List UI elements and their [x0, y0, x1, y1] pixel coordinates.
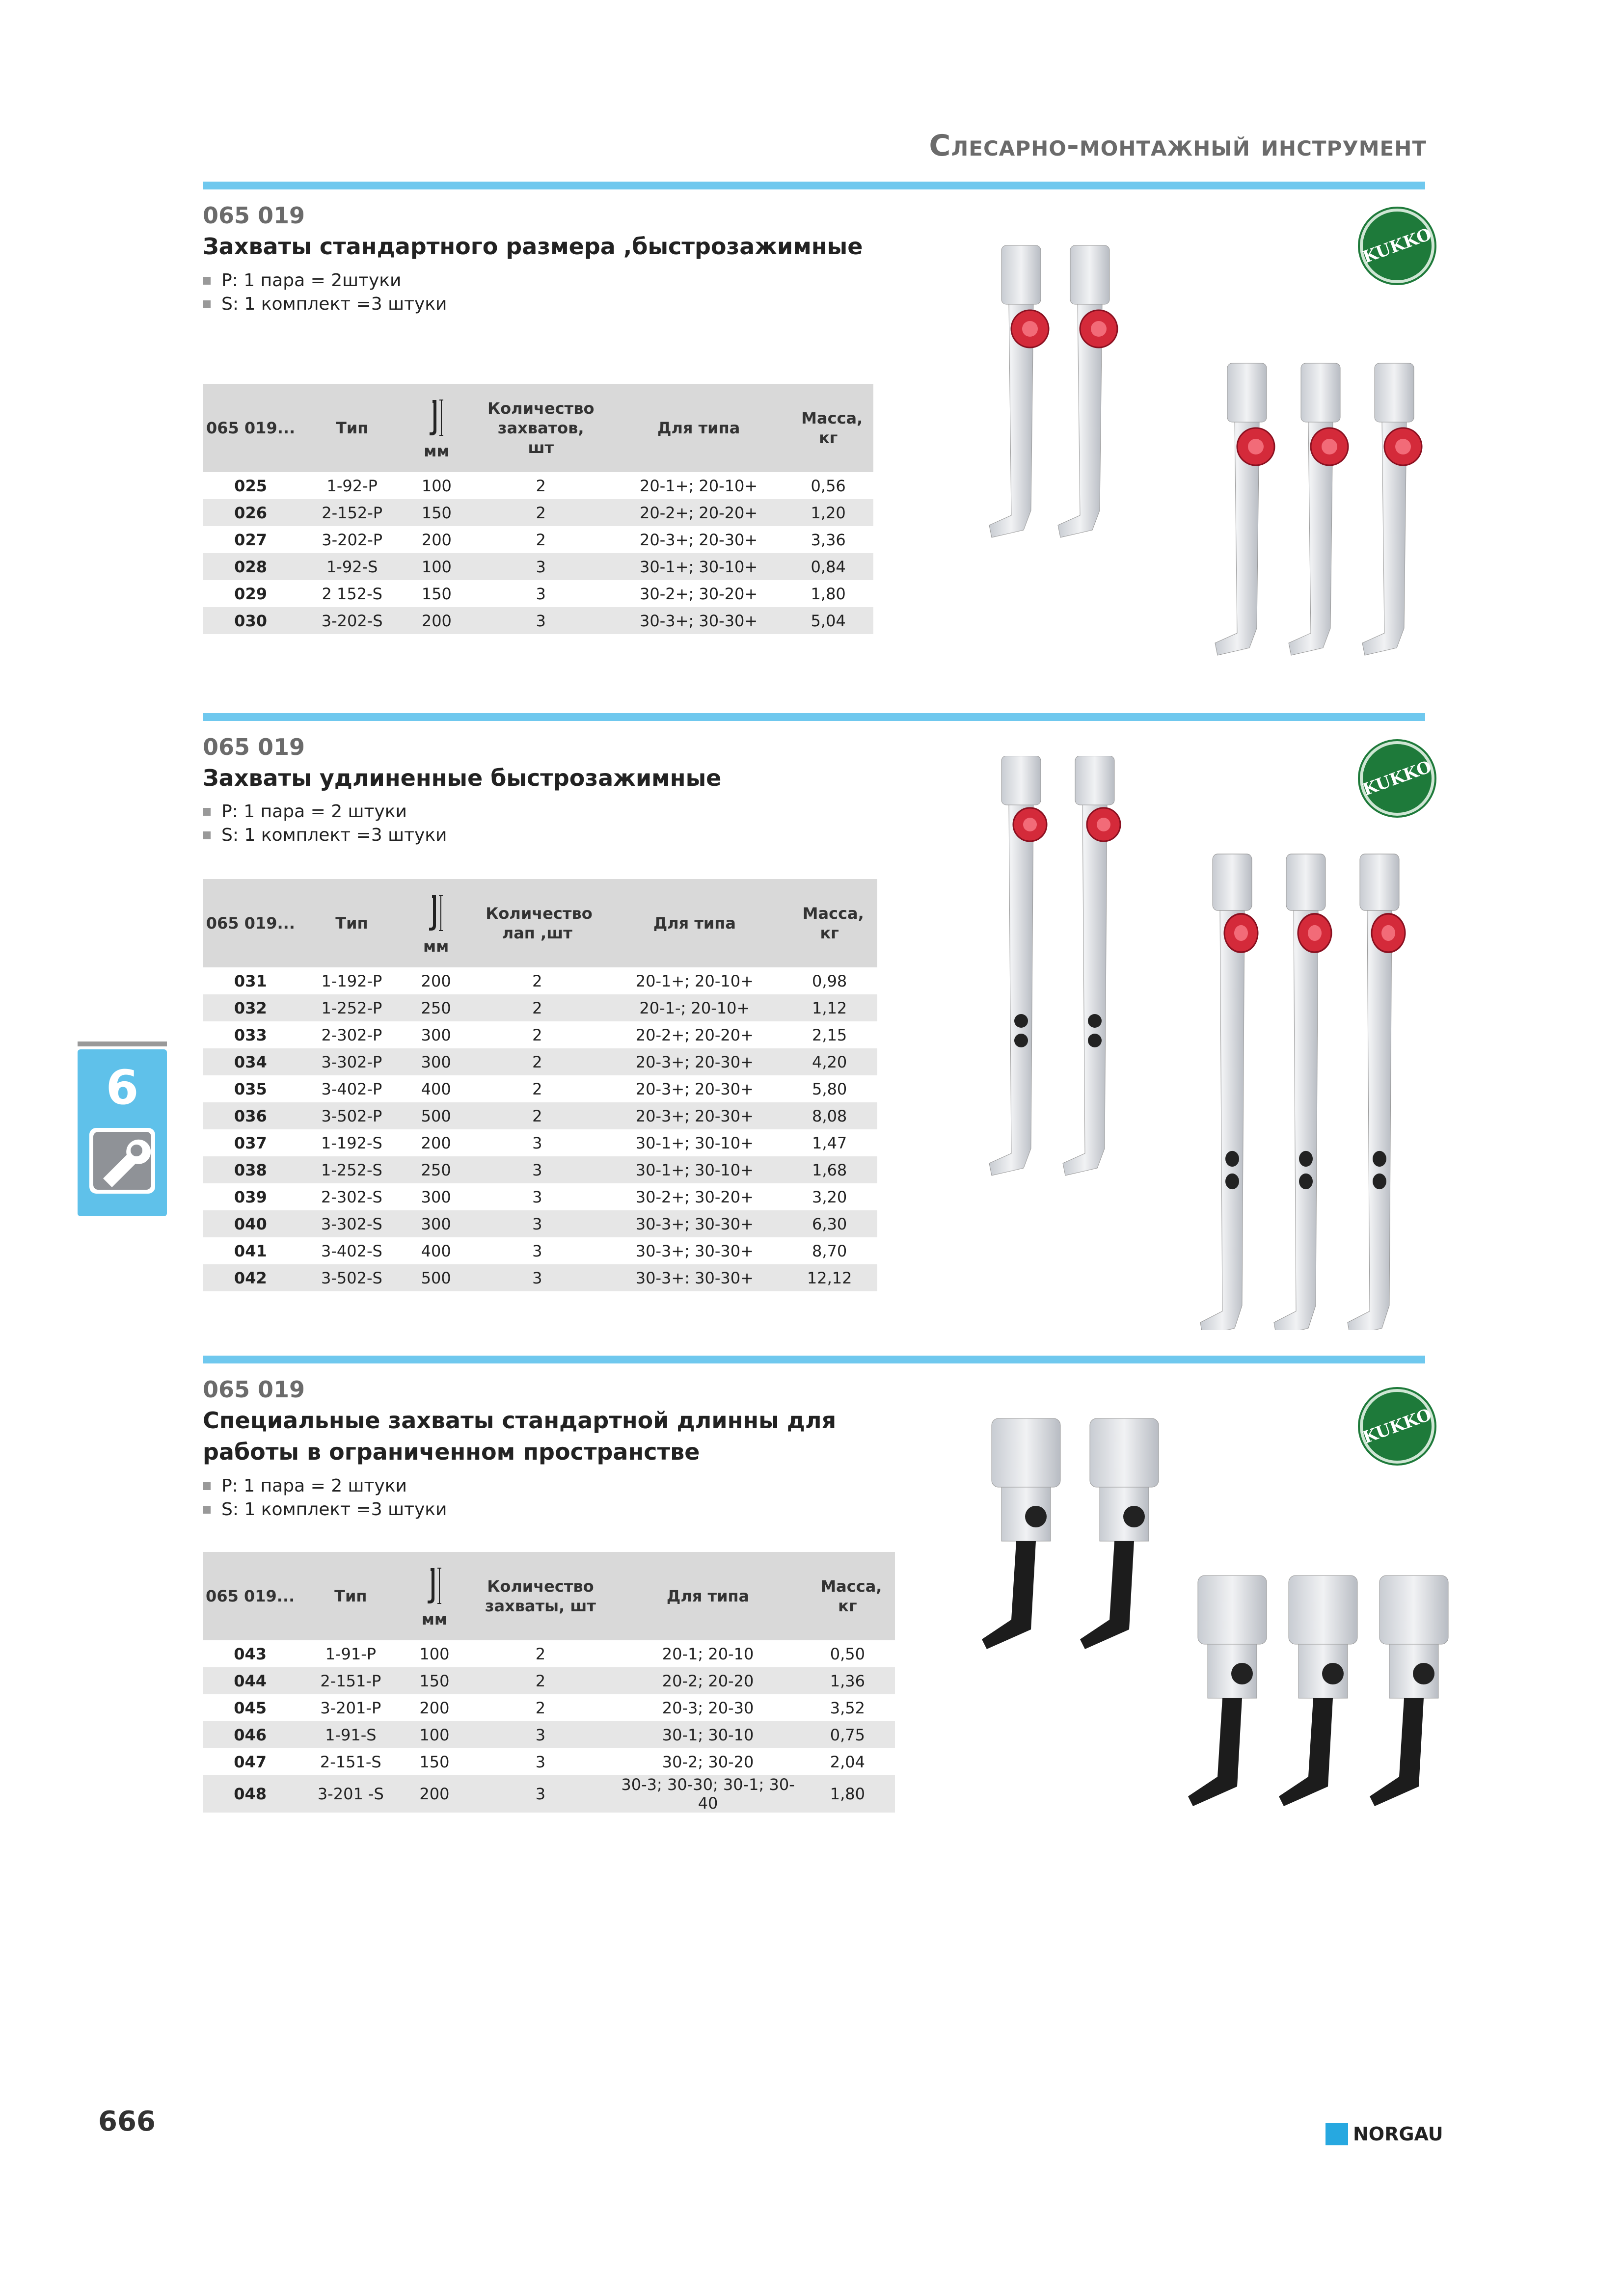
table-row	[203, 1021, 877, 1048]
table-cell-mass: 8,70	[812, 1241, 847, 1260]
table-cell-mass: 3,36	[811, 530, 846, 549]
table-cell-type: 1-192-S	[321, 1133, 382, 1152]
column-header-mm: мм	[406, 384, 467, 472]
table-cell-type: 2-152-P	[298, 499, 406, 526]
table-cell-type: 3-202-S	[298, 607, 406, 634]
bullet-marker	[203, 1506, 211, 1514]
table-row	[203, 1748, 895, 1775]
table-cell-mass: 1,80	[811, 584, 846, 603]
table-cell-for-type: 20-2+; 20-20+	[635, 1025, 754, 1044]
section-code: 065 019	[203, 734, 305, 760]
table-cell-mass: 0,75	[800, 1721, 895, 1748]
table-cell-mm: 300	[421, 1025, 451, 1044]
table-cell-mass: 1,47	[812, 1133, 847, 1152]
table-cell-mm: 100	[421, 476, 452, 495]
table-row	[203, 1102, 877, 1129]
table-cell-for-type: 30-1+; 30-10+	[635, 1133, 754, 1152]
bullet-item: P: 1 пара = 2штуки	[203, 269, 447, 293]
table-cell-code: 027	[234, 530, 267, 549]
table-cell-mass: 0,56	[811, 476, 846, 495]
table-cell-code: 045	[234, 1698, 267, 1717]
table-row	[203, 1048, 877, 1075]
table-cell-code: 038	[203, 1156, 298, 1183]
table-cell-for-type: 30-2; 30-20	[662, 1752, 754, 1771]
table-cell-mm: 200	[406, 607, 467, 634]
table-cell-mm: 400	[421, 1079, 451, 1098]
table-cell-mass: 1,12	[782, 994, 877, 1021]
chapter-tab	[78, 1049, 167, 1216]
table-cell-mass: 2,15	[812, 1025, 847, 1044]
table-cell-qty: 3	[532, 1133, 542, 1152]
table-row	[203, 1667, 895, 1694]
column-header-code: 065 019...	[203, 1552, 298, 1640]
section-divider	[203, 713, 1425, 721]
table-cell-mass: 1,36	[800, 1667, 895, 1694]
table-cell-code: 025	[234, 476, 267, 495]
table-cell-type: 3-201 -S	[298, 1775, 404, 1813]
table-cell-mm: 100	[419, 1644, 450, 1663]
table-cell-mass: 4,20	[782, 1048, 877, 1075]
table-cell-type: 1-192-P	[321, 971, 382, 990]
table-cell-for-type: 30-3+; 30-30+	[614, 607, 783, 634]
table-cell-code: 030	[203, 607, 298, 634]
table-cell-mass: 3,52	[830, 1698, 865, 1717]
column-header-qty: Количество захватов, шт	[468, 384, 614, 472]
bullet-list	[203, 269, 447, 316]
table-cell-type: 2-302-S	[321, 1187, 382, 1206]
table-cell-mm: 400	[421, 1241, 451, 1260]
table-cell-type: 1-91-S	[298, 1721, 404, 1748]
table-cell-qty: 3	[532, 1241, 542, 1260]
table-cell-type: 3-402-P	[321, 1079, 382, 1098]
table-cell-qty: 3	[467, 1156, 607, 1183]
table-row	[203, 1156, 877, 1183]
column-header-for-type: Для типа	[614, 384, 783, 472]
table-cell-code: 039	[234, 1187, 267, 1206]
table-cell-mass: 1,80	[800, 1775, 895, 1813]
table-cell-qty: 2	[467, 1102, 607, 1129]
table-row	[203, 967, 877, 994]
column-header-mm: мм	[404, 1552, 465, 1640]
table-cell-qty: 3	[535, 1752, 546, 1771]
bullet-item: P: 1 пара = 2 штуки	[203, 1474, 447, 1498]
table-cell-for-type: 20-1+; 20-10+	[635, 971, 754, 990]
table-cell-type: 1-91-P	[325, 1644, 377, 1663]
section-title: Захваты стандартного размера ,быстрозажимные	[203, 233, 863, 260]
table-cell-code: 046	[203, 1721, 298, 1748]
table-cell-qty: 3	[467, 1210, 607, 1237]
page-number: 666	[98, 2106, 156, 2137]
table-row	[203, 553, 873, 580]
jaw-length-icon	[426, 893, 446, 933]
table-cell-for-type: 30-3+; 30-30+	[607, 1210, 782, 1237]
table-cell-mm: 300	[421, 1187, 451, 1206]
table-cell-for-type: 30-3+: 30-30+	[607, 1264, 782, 1291]
table-row	[203, 472, 873, 499]
table-cell-qty: 2	[467, 1048, 607, 1075]
jaw-length-icon	[425, 1566, 444, 1605]
table-cell-mm: 500	[405, 1102, 467, 1129]
column-header-qty: Количество лап ,шт	[467, 879, 607, 967]
table-cell-mass: 5,04	[783, 607, 873, 634]
table-cell-mm: 100	[404, 1721, 465, 1748]
table-row	[203, 1210, 877, 1237]
bullet-marker	[203, 300, 211, 308]
table-row	[203, 1775, 895, 1813]
table-cell-code: 043	[234, 1644, 267, 1663]
table-cell-code: 034	[203, 1048, 298, 1075]
column-header-type: Тип	[298, 879, 406, 967]
table-cell-code: 041	[234, 1241, 267, 1260]
table-cell-for-type: 30-2+; 30-20+	[635, 1187, 754, 1206]
table-cell-for-type: 20-3+; 20-30+	[607, 1048, 782, 1075]
table-cell-mass: 6,30	[782, 1210, 877, 1237]
table-cell-qty: 2	[536, 530, 546, 549]
table-row	[203, 1075, 877, 1102]
table-cell-type: 1-92-S	[298, 553, 406, 580]
table-cell-for-type: 20-1-; 20-10+	[607, 994, 782, 1021]
table-cell-qty: 3	[465, 1775, 616, 1813]
table-cell-code: 035	[234, 1079, 267, 1098]
table-cell-qty: 2	[532, 1025, 542, 1044]
bullet-item: S: 1 комплект =3 штуки	[203, 1498, 447, 1522]
table-row	[203, 1129, 877, 1156]
table-cell-mm: 100	[406, 553, 467, 580]
table-cell-code: 031	[234, 971, 267, 990]
column-header-mm: мм	[405, 879, 467, 967]
table-cell-type: 1-252-P	[298, 994, 406, 1021]
table-cell-for-type: 20-2; 20-20	[616, 1667, 800, 1694]
table-cell-type: 2-151-P	[298, 1667, 404, 1694]
table-cell-mass: 0,50	[830, 1644, 865, 1663]
table-cell-qty: 2	[536, 476, 546, 495]
product-image-long-jaws	[972, 756, 1438, 1330]
bullet-item: P: 1 пара = 2 штуки	[203, 800, 447, 824]
table-cell-type: 1-252-S	[298, 1156, 406, 1183]
product-image-standard-jaws	[972, 236, 1438, 667]
column-header-qty: Количество захваты, шт	[465, 1552, 616, 1640]
table-cell-mass: 1,68	[782, 1156, 877, 1183]
table-cell-qty: 3	[465, 1721, 616, 1748]
table-cell-for-type: 20-2+; 20-20+	[614, 499, 783, 526]
section-divider	[203, 182, 1425, 189]
column-header-mass: Масса, кг	[800, 1552, 895, 1640]
table-cell-for-type: 20-3+; 20-30+	[635, 1079, 754, 1098]
spec-table	[203, 879, 877, 1291]
section-title	[203, 1405, 836, 1468]
table-cell-mm: 200	[421, 530, 452, 549]
wrench-icon	[88, 1127, 156, 1195]
table-cell-qty: 2	[465, 1667, 616, 1694]
table-cell-for-type: 30-2+; 30-20+	[640, 584, 758, 603]
bullet-marker	[203, 277, 211, 285]
table-cell-mass: 12,12	[782, 1264, 877, 1291]
table-row	[203, 1183, 877, 1210]
table-cell-qty: 3	[468, 607, 614, 634]
column-header-code: 065 019...	[203, 384, 298, 472]
table-cell-qty: 2	[467, 994, 607, 1021]
table-cell-mass: 8,08	[782, 1102, 877, 1129]
section-title-line: работы в ограниченном пространстве	[203, 1439, 700, 1465]
section-divider	[203, 1356, 1425, 1363]
table-cell-type: 3-502-S	[298, 1264, 406, 1291]
table-cell-qty: 3	[536, 584, 546, 603]
table-cell-qty: 3	[467, 1264, 607, 1291]
table-cell-for-type: 30-3+; 30-30+	[635, 1241, 754, 1260]
table-cell-type: 3-202-P	[322, 530, 383, 549]
table-cell-qty: 2	[535, 1644, 546, 1663]
table-cell-code: 042	[203, 1264, 298, 1291]
table-cell-type: 2-302-P	[321, 1025, 382, 1044]
table-cell-mm: 250	[405, 1156, 467, 1183]
table-row	[203, 1721, 895, 1748]
table-cell-for-type: 30-1+; 30-10+	[614, 553, 783, 580]
table-cell-qty: 3	[468, 553, 614, 580]
column-header-type: Тип	[298, 384, 406, 472]
table-cell-for-type: 20-3; 20-30	[662, 1698, 754, 1717]
table-cell-mass: 1,20	[783, 499, 873, 526]
table-cell-mm: 300	[405, 1048, 467, 1075]
section-title-line: Специальные захваты стандартной длинны для	[203, 1407, 837, 1434]
table-cell-for-type: 30-1; 30-10	[616, 1721, 800, 1748]
table-cell-for-type: 20-1; 20-10	[662, 1644, 754, 1663]
table-row	[203, 1694, 895, 1721]
table-cell-code: 037	[234, 1133, 267, 1152]
brand-mark	[1325, 2123, 1348, 2145]
table-cell-for-type: 30-3; 30-30; 30-1; 30-40	[616, 1775, 800, 1813]
table-cell-for-type: 20-3+; 20-30+	[607, 1102, 782, 1129]
table-cell-type: 3-201-P	[320, 1698, 381, 1717]
table-cell-type: 2 152-S	[322, 584, 382, 603]
table-row	[203, 1264, 877, 1291]
table-row	[203, 994, 877, 1021]
table-cell-for-type: 30-1+; 30-10+	[607, 1156, 782, 1183]
table-cell-mass: 3,20	[812, 1187, 847, 1206]
product-image-special-jaws	[977, 1414, 1458, 1924]
table-cell-code: 047	[234, 1752, 267, 1771]
table-row	[203, 1237, 877, 1264]
jaw-length-icon	[427, 398, 446, 437]
table-cell-code: 036	[203, 1102, 298, 1129]
table-cell-qty: 2	[468, 499, 614, 526]
table-cell-code: 048	[203, 1775, 298, 1813]
table-cell-mm: 150	[406, 499, 467, 526]
bullet-marker	[203, 1482, 211, 1490]
spec-table	[203, 1552, 895, 1813]
table-cell-mm: 150	[419, 1752, 450, 1771]
table-cell-for-type: 20-1+; 20-10+	[640, 476, 758, 495]
table-cell-mm: 200	[421, 971, 451, 990]
table-cell-code: 040	[203, 1210, 298, 1237]
brand-name: NORGAU	[1353, 2123, 1443, 2145]
table-row	[203, 499, 873, 526]
table-row	[203, 580, 873, 607]
table-cell-for-type: 20-3+; 20-30+	[640, 530, 758, 549]
table-cell-code: 026	[203, 499, 298, 526]
kukko-logo: KUKKO	[1360, 741, 1434, 816]
kukko-logo: KUKKO	[1360, 209, 1434, 283]
table-cell-mm: 300	[405, 1210, 467, 1237]
table-cell-mm: 200	[421, 1133, 451, 1152]
table-row	[203, 607, 873, 634]
table-cell-qty: 2	[532, 971, 542, 990]
table-cell-type: 3-302-S	[298, 1210, 406, 1237]
table-row	[203, 526, 873, 553]
brand-logo	[1325, 2123, 1443, 2145]
bullet-list	[203, 1474, 447, 1522]
spec-table	[203, 384, 873, 634]
page-header-title: Слесарно-монтажный инструмент	[929, 129, 1427, 163]
chapter-tab-bar	[78, 1041, 167, 1046]
bullet-item: S: 1 комплект =3 штуки	[203, 824, 447, 847]
bullet-marker	[203, 808, 211, 816]
table-cell-mm: 500	[405, 1264, 467, 1291]
table-cell-code: 033	[234, 1025, 267, 1044]
table-cell-qty: 2	[532, 1079, 542, 1098]
table-cell-code: 028	[203, 553, 298, 580]
table-cell-code: 032	[203, 994, 298, 1021]
table-cell-type: 3-302-P	[298, 1048, 406, 1075]
column-header-mass: Масса, кг	[783, 384, 873, 472]
table-row	[203, 1640, 895, 1667]
column-header-for-type: Для типа	[616, 1552, 800, 1640]
section-title: Захваты удлиненные быстрозажимные	[203, 765, 722, 791]
section-code: 065 019	[203, 1376, 305, 1403]
table-cell-mass: 5,80	[812, 1079, 847, 1098]
table-cell-code: 029	[234, 584, 267, 603]
column-header-type: Тип	[298, 1552, 404, 1640]
table-cell-mm: 200	[404, 1775, 465, 1813]
table-cell-type: 3-402-S	[321, 1241, 382, 1260]
table-cell-mass: 0,84	[783, 553, 873, 580]
table-cell-qty: 2	[535, 1698, 546, 1717]
table-cell-mm: 150	[404, 1667, 465, 1694]
column-header-mass: Масса, кг	[782, 879, 877, 967]
table-cell-code: 044	[203, 1667, 298, 1694]
table-cell-mm: 150	[421, 584, 452, 603]
table-cell-mm: 250	[405, 994, 467, 1021]
table-cell-type: 1-92-P	[326, 476, 378, 495]
column-header-for-type: Для типа	[607, 879, 782, 967]
kukko-logo: KUKKO	[1360, 1389, 1434, 1464]
table-cell-mass: 2,04	[830, 1752, 865, 1771]
table-cell-mm: 200	[419, 1698, 450, 1717]
section-code: 065 019	[203, 202, 305, 229]
table-cell-qty: 3	[532, 1187, 542, 1206]
bullet-item: S: 1 комплект =3 штуки	[203, 293, 447, 316]
table-cell-type: 2-151-S	[320, 1752, 381, 1771]
chapter-number: 6	[106, 1060, 139, 1115]
bullet-marker	[203, 831, 211, 839]
table-cell-mass: 0,98	[812, 971, 847, 990]
column-header-code: 065 019...	[203, 879, 298, 967]
bullet-list	[203, 800, 447, 847]
table-cell-type: 3-502-P	[298, 1102, 406, 1129]
